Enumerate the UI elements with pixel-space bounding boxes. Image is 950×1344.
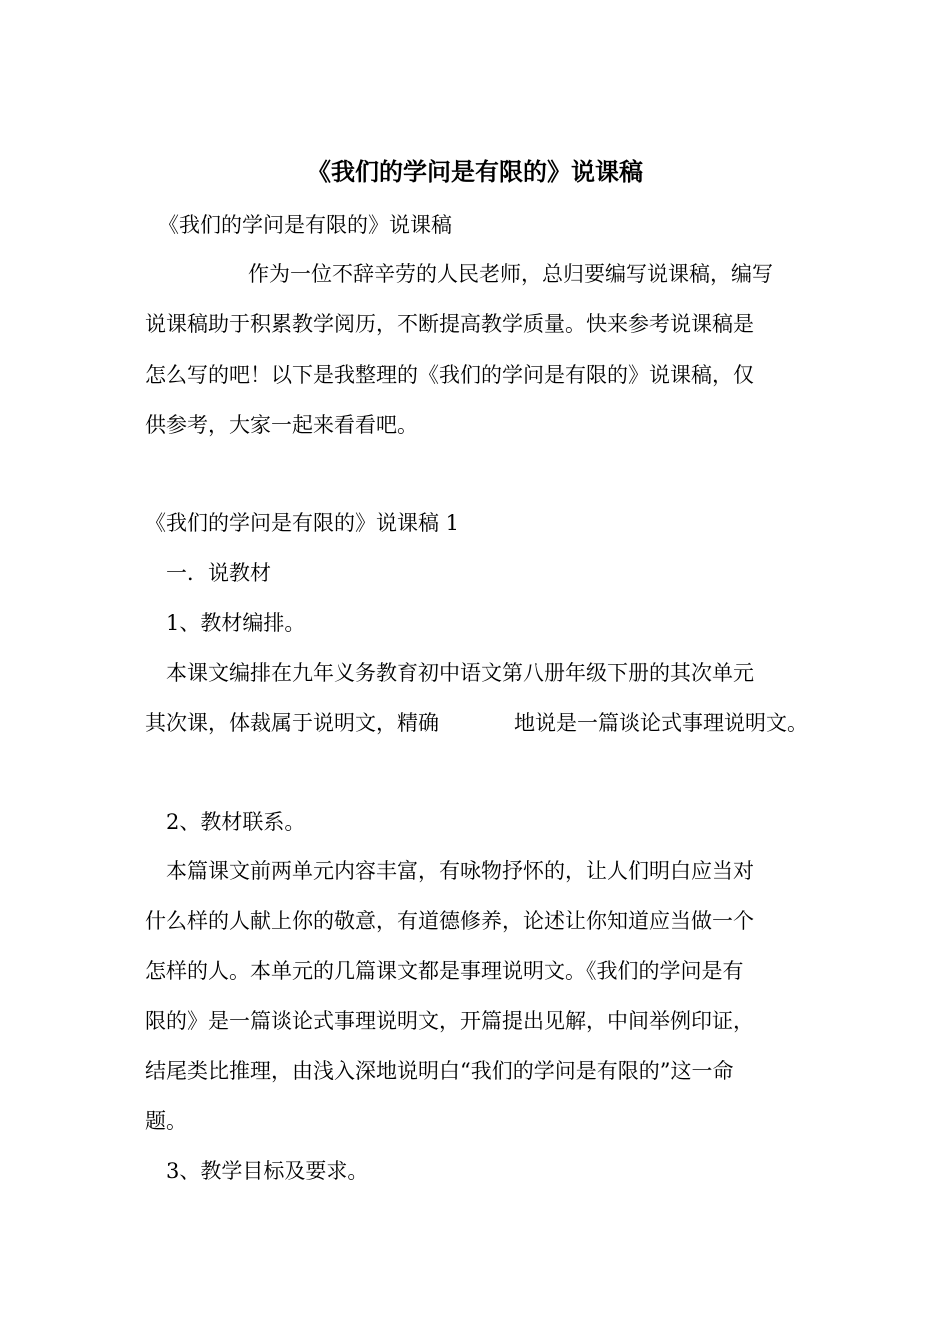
document-title: 《我们的学问是有限的》说课稿: [307, 158, 643, 186]
para1-line-2a: 其次课，体裁属于说明文，精确: [145, 711, 439, 735]
intro-line-4: 供参考，大家一起来看看吧。: [145, 413, 418, 437]
para2-line-1: 本篇课文前两单元内容丰富，有咏物抒怀的，让人们明白应当对: [166, 859, 754, 883]
para1-line-1: 本课文编排在九年义务教育初中语文第八册年级下册的其次单元: [166, 661, 754, 685]
intro-line-1: 作为一位不辞辛劳的人民老师，总归要编写说课稿，编写: [248, 262, 773, 286]
para1-line-2b: 地说是一篇谈论式事理说明文。: [514, 711, 808, 735]
item-teaching-goals: 3、教学目标及要求。: [166, 1159, 369, 1183]
para2-line-6: 题。: [145, 1109, 187, 1133]
para2-line-5: 结尾类比推理，由浅入深地说明白“我们的学问是有限的”这一命: [145, 1059, 734, 1083]
para2-line-2: 什么样的人献上你的敬意，有道德修养，论述让你知道应当做一个: [145, 909, 754, 933]
para2-line-3: 怎样的人。本单元的几篇课文都是事理说明文。《我们的学问是有: [145, 959, 744, 983]
item-textbook-arrangement: 1、教材编排。: [166, 611, 306, 635]
section-title: 《我们的学问是有限的》说课稿 1: [145, 511, 460, 535]
heading-teaching-material: 一．说教材: [166, 561, 271, 585]
intro-line-2: 说课稿助于积累教学阅历，不断提高教学质量。快来参考说课稿是: [145, 312, 754, 336]
para2-line-4: 限的》是一篇谈论式事理说明文，开篇提出见解，中间举例印证，: [145, 1009, 754, 1033]
document-subtitle: 《我们的学问是有限的》说课稿: [158, 213, 452, 237]
intro-line-3: 怎么写的吧！以下是我整理的《我们的学问是有限的》说课稿，仅: [145, 363, 754, 387]
item-textbook-connection: 2、教材联系。: [166, 810, 306, 834]
